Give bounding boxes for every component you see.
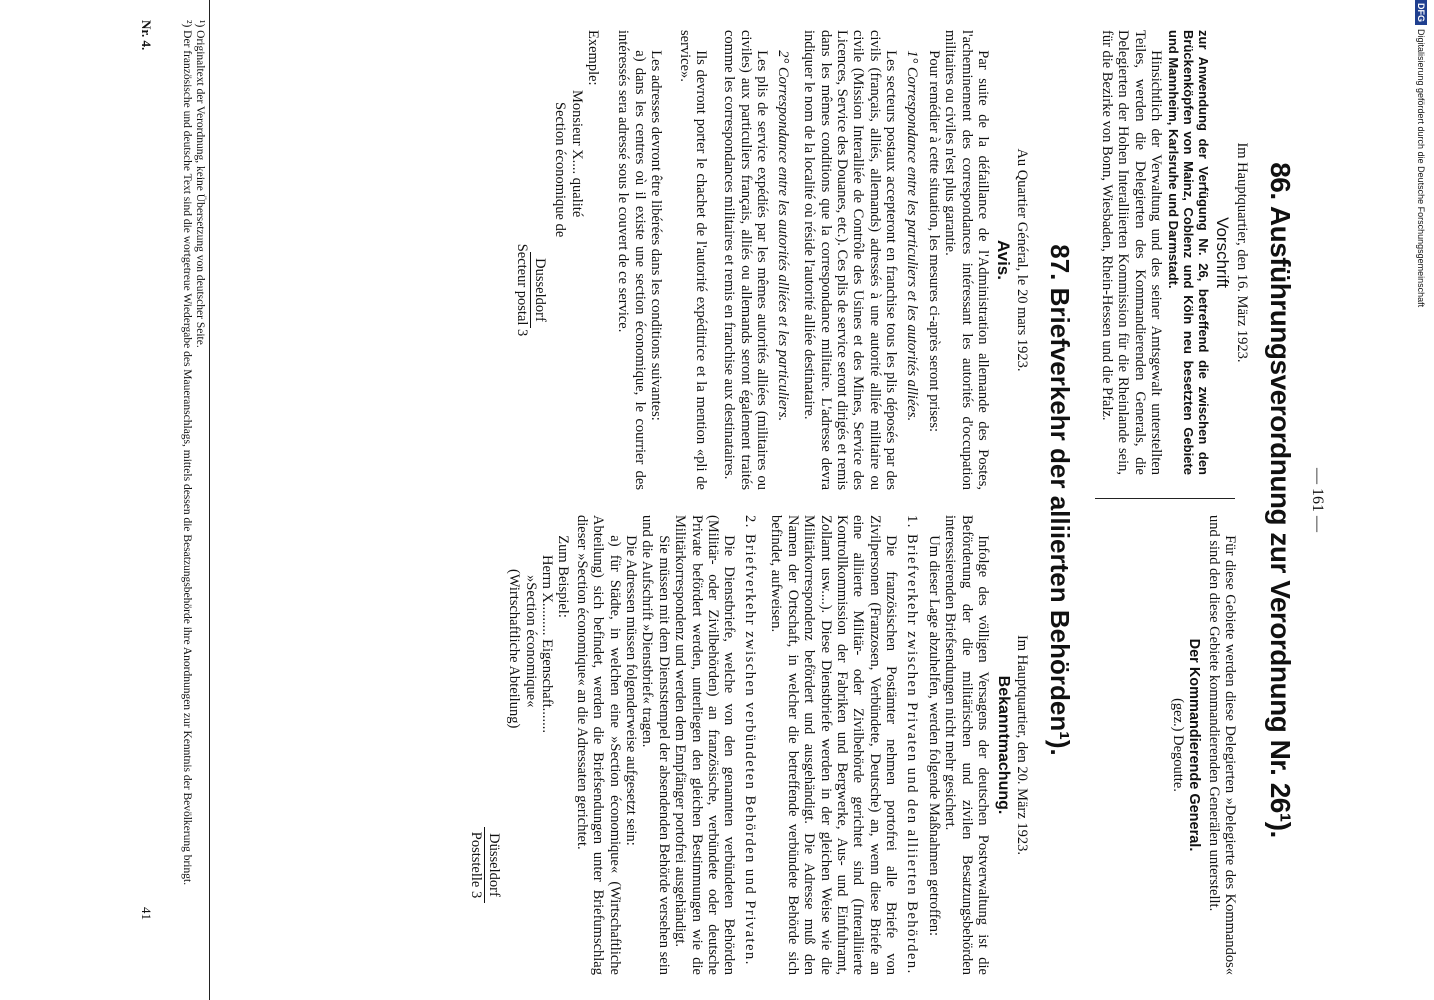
de-paragraph-2: Um dieser Lage abzuhelfen, werden folgende Maßnahmen getroffen: (925, 535, 942, 937)
scanned-page (110, 0, 1410, 1000)
column-divider (1095, 498, 1235, 499)
fr-section-1-title: 1° Correspondance entre les particuliers et les autorités alliées. (903, 50, 920, 422)
fr-section-2-text: Les plis de service expédiés par les mêmes autorités alliées (militaires ou civiles) aux particuliers français, alliés ou allemands seront également traités comme les correspondances militaires et remis en franchise aux destinataires. (721, 30, 771, 490)
de-example-line-3: (Wirtschaftliche Abteilung) (506, 569, 523, 729)
s86-heading: Vorschrift (1212, 217, 1232, 288)
fr-place-date: Au Quartier Général, le 20 mars 1923. (1014, 148, 1030, 372)
fr-example-line-2: Section économique de (552, 102, 569, 238)
s86-paragraph-2: Für diese Gebiete werden diese Delegierten »Delegierte des Kommandos« und sind den diese Gebiete kommandierenden Generälen unterstellt. (1205, 515, 1238, 975)
digitization-credit (1408, 0, 1434, 1000)
fr-paragraph-5: a) dans les centres où il existe une section économique, le courrier des intéressés sera adressé sous le couvert de ce service. (615, 30, 648, 490)
page-number: — 161 — (1309, 468, 1326, 532)
de-section-2-title: 2. Briefverkehr zwischen verbündeten Behörden und Privaten. (741, 515, 758, 966)
footnote-2: ²) Der französische und deutsche Text sind die wortgetreue Wiedergabe des Maueranschlags, mittels dessen die Besatzungsbehörde ihre Anordnungen zur Kenntnis der Bevölkerung bringt. (181, 20, 193, 886)
de-example-line-1: Herrn X......... Eigenschaft....... (539, 555, 556, 733)
section-87-title: 87. Briefverkehr der alliierten Behörden¹). (1045, 244, 1075, 756)
issue-number: Nr. 4. (139, 20, 154, 51)
fr-example-city: Dusseldorf (530, 252, 547, 328)
fr-paragraph-4: Les adresses devront être libérées dans les conditions suivantes: (648, 50, 665, 421)
fr-paragraph-1: Par suite de la défaillance de l'Administration allemande des Postes, l'acheminement des correspondances intéressant les autorités d'occupation militaires ou civiles n'est plus garantie. (942, 30, 992, 490)
de-example-sector: Poststelle 3 (468, 831, 485, 899)
s86-subject: zur Anwendung der Verfügung Nr. 26, betreffend die zwischen den Brückenköpfen von Mainz, Coblenz und Köln neu besetzten Gebiete und Mannheim, Karlsruhe und Darmstadt. (1166, 30, 1212, 475)
page-content (110, 0, 1330, 1000)
fr-example-sector: Secteur postal 3 (514, 243, 531, 337)
de-example-label: Zum Beispiel: (555, 535, 572, 618)
section-86-title: 86. Ausführungsverordnung zur Verordnung Nr. 26¹). (1265, 162, 1296, 838)
section-86-left (1099, 30, 1250, 475)
s86-paragraph-1: Hinsichtlich der Verwaltung und des seiner Amtsgewalt unterstellten Teiles, werden die Delegierten des Kommandierenden Generals, die Delegierten der Hohen Interalliierten Kommission für die Rheinlande sein, für die Bezirke von Bonn, Wiesbaden, Rhein-Hessen und die Pfalz. (1098, 30, 1165, 475)
s86-signer-title: Der Kommandierende General. (1186, 638, 1203, 852)
fr-paragraph-2: Pour remédier à cette situation, les mesures ci-après seront prises: (925, 50, 942, 433)
s86-signer: (gez.) Degoutte. (1169, 698, 1186, 792)
footnote-1: ¹) Originaltext der Verordnung, keine Übersetzung von deutscher Seite. (194, 20, 206, 348)
footer-page-number: 41 (139, 907, 154, 920)
de-section-1-title: 1. Briefverkehr zwischen Privaten und den alliierten Behörden. (903, 515, 920, 975)
footnote-rule (209, 0, 210, 1000)
fr-paragraph-3: Ils devront porter le chachet de l'autorité expéditrice et la mention «pli de service». (676, 30, 710, 490)
de-paragraph-5: a) für Städte, in welchen eine »Section économique« (Wirtschaftliche Abteilung) sich befindet, werden die Briefsendungen unter Briefumschlag dieser »Section économique« an die Adressaten gerichtet. (573, 515, 623, 975)
de-example-line-2: »Section économique« (522, 575, 539, 708)
fr-example-address (514, 90, 585, 490)
de-example-city: Düsseldorf (484, 827, 501, 903)
fr-example-label: Exemple: (585, 30, 602, 86)
dfg-logo: DFG (1415, 0, 1427, 25)
de-heading: Bekanntmachung. (994, 675, 1012, 815)
de-place-date: Im Hauptquartier, den 20. März 1923. (1014, 634, 1030, 856)
de-paragraph-3: Sie müssen mit dem Dienststempel der absendenden Behörde versehen sein und die Aufschrift »Dienstbrief« tragen. (639, 515, 672, 975)
fr-section-1-text: Les secteurs postaux accepteront en franchise tous les plis déposés par des civils (français, alliés, allemands) adressés à une autorité alliée militaire ou civile (Mission Interalliée de Contrôle des Usines et des Mines, Service des Licences, Service des Douanes, etc.). Ces plis de service seront dirigés et remis dans les mêmes conditions que la correspondance militaire. L'adresse devra indiquer le nom de la localité où réside l'autorité alliée destinataire. (801, 30, 900, 490)
de-example-city-block (468, 795, 502, 935)
de-section-1-text: Die französischen Postämter nehmen portofrei alle Briefe von Zivilpersonen (Franzosen, Verbündete, Deutsche) an, wenn diese Briefe an eine alliierte Militär- oder Zivilbehörde gerichtet sind (Interalliierte Kontrollkommission der Fabriken und Bergwerke, Aus- und Einfuhramt, Zollamt usw....). Diese Dienstbriefe werden in der gleichen Weise wie die Militärkorrespondenz befördert und ausgehändigt. Die Adresse muß den Namen der Ortschaft, in welcher die betreffende verbündete Behörde sich befindet, aufweisen. (768, 515, 900, 975)
de-example-address (468, 555, 555, 975)
section-86-right (1169, 515, 1238, 975)
fr-section-2-title: 2° Correspondance entre les autorités alliées et les particuliers. (774, 50, 791, 422)
de-section-2-text: Die Dienstbriefe, welche von den genannten verbündeten Behörden (Militär- oder Zivilbehörden) an französische, verbündete oder deutsche Private befördert werden, unterliegen den gleichen Bestimmungen wie die Militärkorrespondenz und werden dem Empfänger portofrei ausgehändigt. (672, 515, 738, 975)
s86-place-date: Im Hauptquartier, den 16. März 1923. (1234, 142, 1250, 363)
de-paragraph-4: Die Adressen müssen folgenderweise aufgesetzt sein: (623, 535, 640, 846)
credit-text: Digitalisierung gefördert durch die Deutsche Forschungsgemeinschaft (1416, 29, 1426, 308)
page-footer (136, 0, 154, 1000)
fr-heading: Avis. (993, 239, 1013, 280)
de-paragraph-1: Infolge des völligen Versagens der deutschen Postverwaltung ist die Beförderung der die militärischen und zivilen Besatzungsbehörden interessierenden Briefsendungen nicht mehr gesichert. (942, 515, 992, 975)
fr-example-city-block (514, 210, 548, 370)
section-87-french (514, 30, 1030, 490)
fr-example-line-1: Monsieur X.... qualité (568, 90, 585, 218)
section-87-german (468, 515, 1030, 975)
footnotes (180, 20, 206, 980)
